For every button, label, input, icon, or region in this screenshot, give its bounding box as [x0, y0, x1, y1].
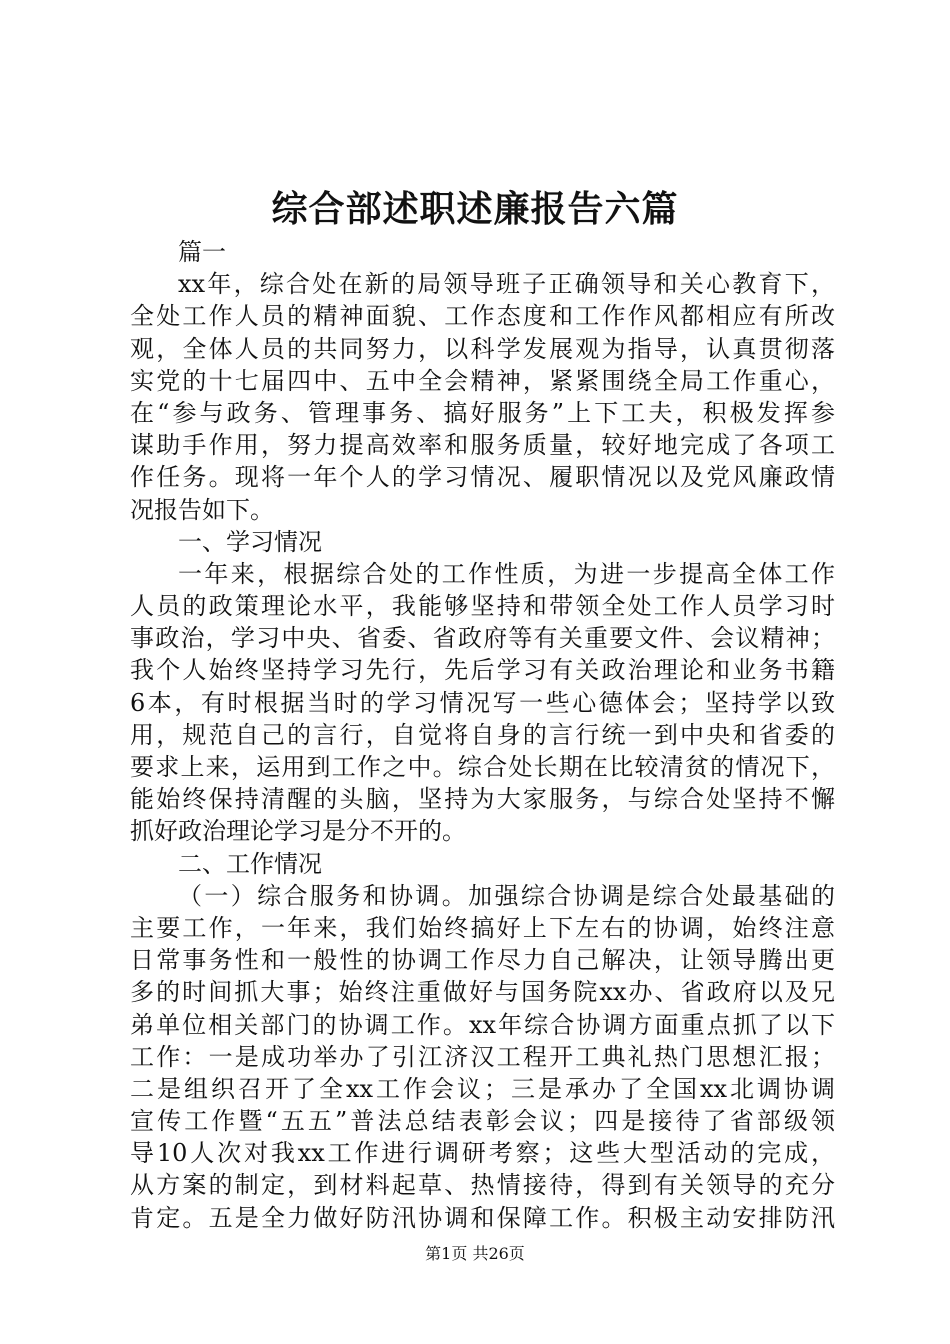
- text-line: 要求上来，运用到工作之中。综合处长期在比较清贫的情况下，: [130, 753, 835, 781]
- text-line: 全处工作人员的精神面貌、工作态度和工作作风都相应有所改: [130, 302, 835, 331]
- text-line: 弟单位相关部门的协调工作。xx年综合协调方面重点抓了以下: [130, 1010, 835, 1039]
- document-title: 综合部述职述廉报告六篇: [271, 188, 679, 230]
- text-line: （一）综合服务和协调。加强综合协调是综合处最基础的: [178, 881, 835, 910]
- text-line: 肯定。五是全力做好防汛协调和保障工作。积极主动安排防汛: [130, 1203, 835, 1232]
- text-line: 用，规范自己的言行，自觉将自身的言行统一到中央和省委的: [130, 720, 835, 749]
- text-line: 抓好政治理论学习是分不开的。: [130, 817, 466, 846]
- text-line: 6本，有时根据当时的学习情况写一些心德体会；坚持学以致: [130, 688, 835, 717]
- text-line: 在“参与政务、管理事务、搞好服务”上下工夫，积极发挥参: [130, 398, 835, 427]
- text-line: 二、工作情况: [178, 849, 322, 878]
- text-line: 谋助手作用，努力提高效率和服务质量，较好地完成了各项工: [130, 431, 835, 460]
- text-line: xx年，综合处在新的局领导班子正确领导和关心教育下，: [178, 270, 835, 299]
- text-line: 实党的十七届四中、五中全会精神，紧紧围绕全局工作重心，: [130, 366, 835, 395]
- text-line: 工作：一是成功举办了引江济汉工程开工典礼热门思想汇报；: [130, 1042, 835, 1071]
- text-line: 事政治，学习中央、省委、省政府等有关重要文件、会议精神；: [130, 624, 835, 653]
- text-line: 人员的政策理论水平，我能够坚持和带领全处工作人员学习时: [130, 592, 835, 621]
- text-line: 日常事务性和一般性的协调工作尽力自己解决，让领导腾出更: [130, 946, 835, 975]
- text-line: 况报告如下。: [130, 495, 274, 524]
- document-body: [130, 236, 835, 1234]
- text-line: 作任务。现将一年个人的学习情况、履职情况以及党风廉政情: [130, 463, 835, 492]
- text-line: 二是组织召开了全xx工作会议；三是承办了全国xx北调协调: [130, 1074, 835, 1103]
- text-line: 宣传工作暨“五五”普法总结表彰会议；四是接待了省部级领: [130, 1107, 835, 1136]
- text-line: 观，全体人员的共同努力，以科学发展观为指导，认真贯彻落: [130, 334, 835, 363]
- text-line: 多的时间抓大事；始终注重做好与国务院xx办、省政府以及兄: [130, 978, 835, 1007]
- text-line: 一年来，根据综合处的工作性质，为进一步提高全体工作: [178, 559, 835, 588]
- text-line: 从方案的制定，到材料起草、热情接待，得到有关领导的充分: [130, 1171, 835, 1200]
- text-line: 篇一: [178, 238, 226, 266]
- text-line: 我个人始终坚持学习先行，先后学习有关政治理论和业务书籍: [130, 656, 835, 685]
- text-line: 能始终保持清醒的头脑，坚持为大家服务，与综合处坚持不懈: [130, 785, 835, 814]
- page-number: 第1页 共26页: [425, 1244, 525, 1263]
- text-line: 主要工作，一年来，我们始终搞好上下左右的协调，始终注意: [130, 913, 835, 942]
- text-line: 一、学习情况: [178, 527, 322, 556]
- text-line: 导10人次对我xx工作进行调研考察；这些大型活动的完成，: [130, 1139, 835, 1168]
